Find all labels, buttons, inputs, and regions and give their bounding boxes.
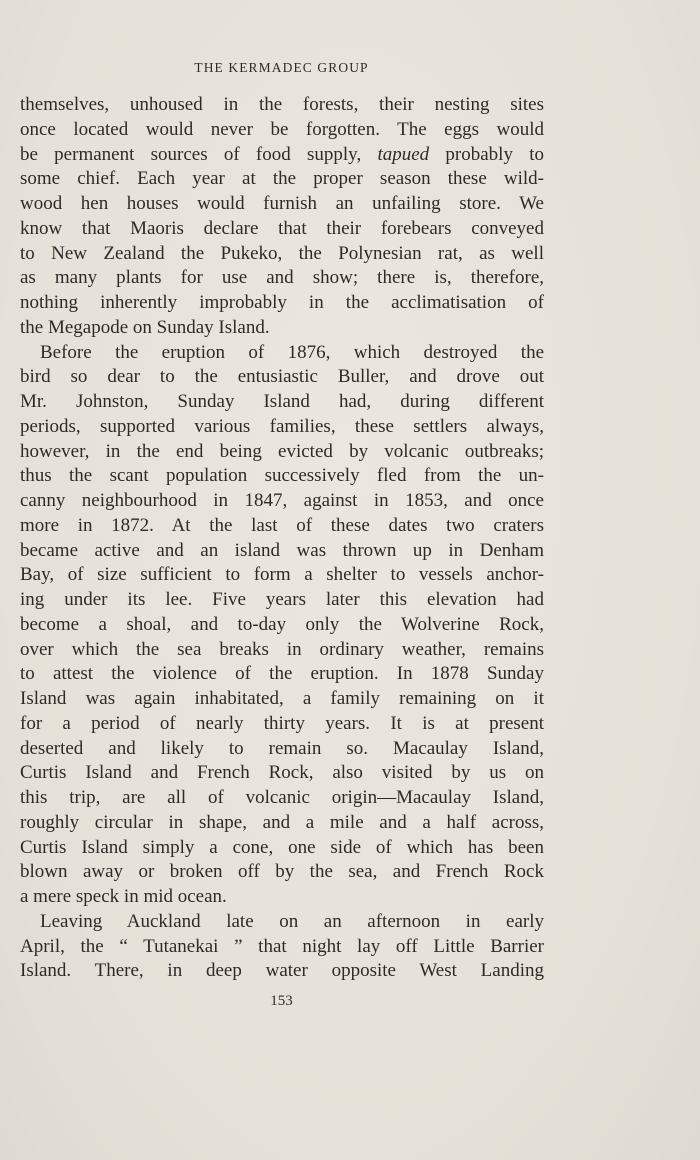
text-line: Leaving Auckland late on an afternoon in early bbox=[40, 910, 544, 932]
text-line: a mere speck in mid ocean. bbox=[20, 886, 227, 907]
text-line: periods, supported various families, these settlers always, bbox=[20, 415, 544, 437]
body-text bbox=[20, 93, 544, 984]
text-line: some chief. Each year at the proper season these wild- bbox=[20, 168, 544, 190]
text-line: over which the sea breaks in ordinary weather, remains bbox=[20, 638, 544, 660]
text-line: more in 1872. At the last of these dates two craters bbox=[20, 514, 544, 536]
text-line: roughly circular in shape, and a mile and a half across, bbox=[20, 811, 544, 833]
text-line: the Megapode on Sunday Island. bbox=[20, 316, 270, 338]
text-line: blown away or broken off by the sea, and French Rock bbox=[20, 861, 544, 883]
text-line: however, in the end being evicted by volcanic outbreaks; bbox=[20, 440, 544, 462]
text-run: be permanent sources of food supply, bbox=[20, 143, 378, 165]
text-line: become a shoal, and to-day only the Wolverine Rock, bbox=[20, 613, 544, 635]
text-line: wood hen houses would furnish an unfailing store. We bbox=[20, 193, 544, 214]
text-line: Before the eruption of 1876, which destroyed the bbox=[40, 341, 544, 363]
text-line: to attest the violence of the eruption. In 1878 Sunday bbox=[20, 663, 544, 685]
text-line: ing under its lee. Five years later this elevation had bbox=[20, 589, 544, 610]
text-line: to New Zealand the Pukeko, the Polynesian rat, as well bbox=[20, 242, 544, 264]
text-line: canny neighbourhood in 1847, against in 1853, and once bbox=[20, 490, 544, 511]
text-line: Curtis Island simply a cone, one side of which has been bbox=[20, 836, 544, 858]
italic-word: tapued bbox=[377, 143, 430, 165]
text-line: became active and an island was thrown up in Denham bbox=[20, 539, 544, 561]
text-run: probably to bbox=[429, 143, 544, 165]
text-line: Island. There, in deep water opposite West Landing bbox=[20, 960, 544, 982]
text-line: Island was again inhabitated, a family remaining on it bbox=[20, 688, 544, 709]
text-line: themselves, unhoused in the forests, their nesting sites bbox=[20, 94, 544, 115]
text-line: Bay, of size sufficient to form a shelter to vessels anchor- bbox=[20, 564, 544, 586]
text-line: once located would never be forgotten. The eggs would bbox=[20, 118, 544, 140]
running-head: THE KERMADEC GROUP bbox=[194, 60, 369, 75]
text-line: deserted and likely to remain so. Macaulay Island, bbox=[20, 737, 544, 759]
text-line: thus the scant population successively fled from the un- bbox=[20, 465, 544, 487]
text-line bbox=[20, 143, 544, 168]
text-line: Mr. Johnston, Sunday Island had, during different bbox=[20, 391, 544, 412]
page-number: 153 bbox=[270, 993, 293, 1009]
text-line: this trip, are all of volcanic origin—Macaulay Island, bbox=[20, 787, 544, 808]
text-line: nothing inherently improbably in the acclimatisation of bbox=[20, 292, 544, 313]
text-line: bird so dear to the entusiastic Buller, and drove out bbox=[20, 366, 544, 388]
text-line: April, the “ Tutanekai ” that night lay off Little Barrier bbox=[20, 935, 544, 957]
text-line: Curtis Island and French Rock, also visited by us on bbox=[20, 762, 544, 784]
text-line: know that Maoris declare that their forebears conveyed bbox=[20, 217, 544, 239]
text-line: as many plants for use and show; there is, therefore, bbox=[20, 267, 544, 289]
text-line: for a period of nearly thirty years. It is at present bbox=[20, 712, 544, 734]
